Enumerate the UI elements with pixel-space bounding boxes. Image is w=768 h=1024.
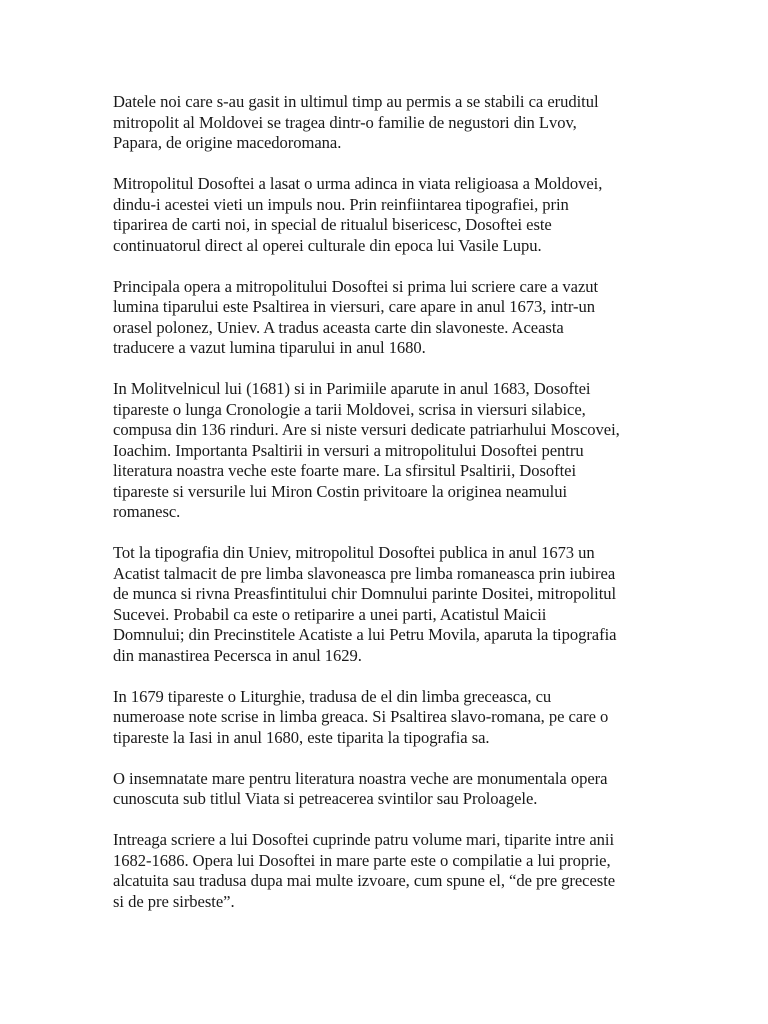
document-body — [113, 92, 658, 933]
paragraph-volumes: Intreaga scriere a lui Dosoftei cuprinde patru volume mari, tiparite intre anii 1682-1686. Opera lui Dosoftei in mare parte este o compilatie a lui proprie, alcatuita sau tradusa dupa mai multe izvoare, cum spune el, “de pre greceste si de pre sirbeste”. — [113, 830, 616, 911]
paragraph-acatist: Tot la tipografia din Uniev, mitropolitul Dosoftei publica in anul 1673 un Acatist talmacit de pre limba slavoneasca pre limba romaneasca prin iubirea de munca si rivna Preasfintitului chir Domnului parinte Dositei, mitropolitul Sucevei. Probabil ca este o retiparire a unei parti, Acatistul Maicii Domnului; din Precinstitele Acatiste a lui Petru Movila, aparuta la tipografia din manastirea Pecersca in anul 1629. — [113, 543, 617, 665]
paragraph-psaltirea: Principala opera a mitropolitului Dosoftei si prima lui scriere care a vazut lumina tiparului este Psaltirea in viersuri, care apare in anul 1673, intr-un orasel polonez, Uniev. A tradus aceasta carte din slavoneste. Aceasta traducere a vazut lumina tiparului in anul 1680. — [113, 276, 599, 357]
paragraph-proloagele: O insemnatate mare pentru literatura noastra veche are monumentala opera cunoscuta sub titlul Viata si petreacerea svintilor sau Proloagele. — [113, 768, 608, 808]
paragraph-liturghie: In 1679 tipareste o Liturghie, tradusa de el din limba greceasca, cu numeroase note scrise in limba greaca. Si Psaltirea slavo-romana, pe care o tipareste la Iasi in anul 1680, este tiparita la tipografia sa. — [113, 686, 609, 747]
paragraph-origin: Datele noi care s-au gasit in ultimul timp au permis a se stabili ca eruditul mitropolit al Moldovei se tragea dintr-o familie de negustori din Lvov, Papara, de origine macedoromana. — [113, 92, 599, 152]
paragraph-religious-impact: Mitropolitul Dosoftei a lasat o urma adinca in viata religioasa a Moldovei, dindu-i acestei vieti un impuls nou. Prin reinfiintarea tipografiei, prin tiparirea de carti noi, in special de ritualul bisericesc, Dosoftei este continuatorul direct al operei culturale din epoca lui Vasile Lupu. — [113, 174, 603, 255]
paragraph-molitvelnic: In Molitvelnicul lui (1681) si in Parimiile aparute in anul 1683, Dosoftei tipareste o lunga Cronologie a tarii Moldovei, scrisa in viersuri silabice, compusa din 136 rinduri. Are si niste versuri dedicate patriarhului Moscovei, Ioachim. Importanta Psaltirii in versuri a mitropolitului Dosoftei pentru literatura noastra veche este foarte mare. La sfirsitul Psaltirii, Dosoftei tipareste si versurile lui Miron Costin privitoare la originea neamului romanesc. — [113, 379, 620, 521]
